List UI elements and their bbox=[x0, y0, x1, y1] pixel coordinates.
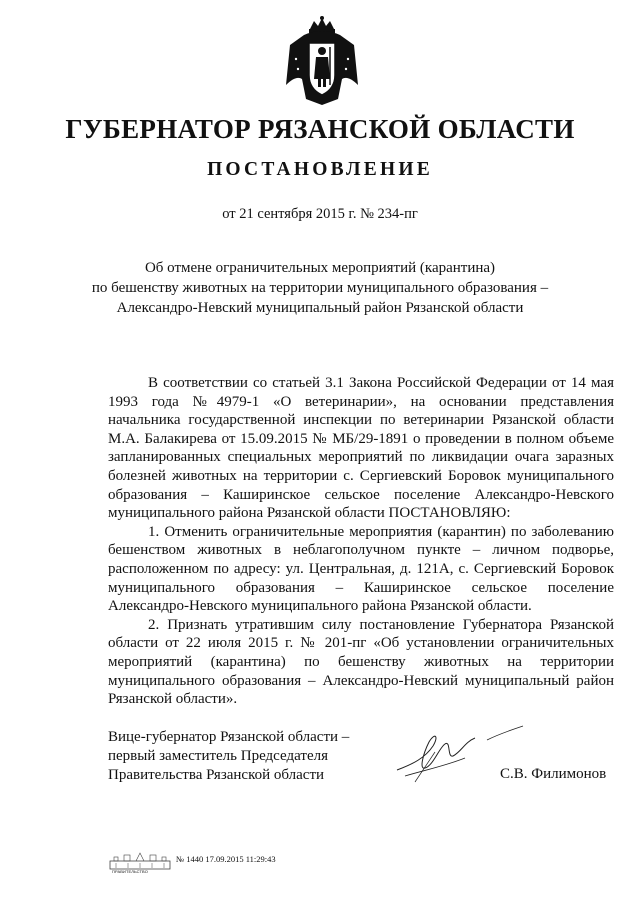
preamble-line: В соответствии со статьей 3.1 Закона Российской Федерации от 14 мая bbox=[148, 375, 614, 391]
document-subject bbox=[0, 258, 640, 318]
item-2-line: Рязанской области». bbox=[108, 691, 238, 708]
document-type: ПОСТАНОВЛЕНИЕ bbox=[207, 159, 433, 180]
signer-position bbox=[108, 728, 349, 785]
item-1-line: Александро-Невского муниципального района Рязанской области. bbox=[108, 598, 532, 615]
preamble-line: 1993 года №4979-1 «О ветеринарии», на основании представления bbox=[108, 393, 614, 410]
preamble-line: начальника государственной инспекции по ветеринарии Рязанской области bbox=[108, 412, 614, 429]
stamp-caption: ПРАВИТЕЛЬСТВО bbox=[112, 869, 148, 874]
subject-line: Александро-Невский муниципальный район Рязанской области bbox=[116, 300, 524, 316]
governor-title: ГУБЕРНАТОР РЯЗАНСКОЙ ОБЛАСТИ bbox=[65, 114, 575, 144]
document-body bbox=[108, 374, 614, 709]
preamble-line: М.А. Балакирева от 15.09.2015 № МБ/29-1891 о проведении в полном объеме bbox=[108, 430, 614, 447]
item-1-line: муниципального образования – Каширинское сельское поселение bbox=[108, 579, 614, 596]
subject-line: Об отмене ограничительных мероприятий (карантина) bbox=[144, 260, 496, 276]
document-date-number: от 21 сентября 2015 г. № 234-пг bbox=[222, 206, 418, 222]
preamble-line: образования – Каширинское сельское поселение Александро-Невского bbox=[108, 486, 614, 503]
signer-position-line: Правительства Рязанской области bbox=[108, 767, 325, 783]
preamble-line: запланированных специальных мероприятий по ликвидации очага заразных bbox=[108, 449, 614, 466]
coat-of-arms-emblem bbox=[282, 15, 362, 107]
item-2-line: 2. Признать утратившим силу постановление Губернатора Рязанской bbox=[148, 616, 614, 633]
registration-info: № 1440 17.09.2015 11:29:43 bbox=[176, 854, 276, 864]
signer-position-line: Вице-губернатор Рязанской области – bbox=[108, 729, 350, 745]
item-2-line: области от 22 июля 2015 г. № 201-пг «Об установлении ограничительных bbox=[108, 635, 614, 652]
subject-line: по бешенству животных на территории муниципального образования – bbox=[91, 280, 549, 296]
preamble-line: муниципального района Рязанской области ПОСТАНОВЛЯЮ: bbox=[108, 505, 511, 522]
item-1-line: расположенном по адресу: ул. Центральная, д. 121А, с. Сергиевский Боровок bbox=[108, 560, 614, 577]
item-1-line: бешенством животных в неблагополучном пункте – личном подворье, bbox=[108, 542, 614, 559]
signer-position-line: первый заместитель Председателя bbox=[108, 748, 328, 764]
signer-name: С.В. Филимонов bbox=[500, 766, 607, 782]
item-2-line: мероприятий (карантина) по бешенству животных на территории bbox=[108, 653, 614, 670]
item-2-line: муниципального образования – Александро-Невский муниципальный район bbox=[108, 672, 614, 689]
item-1-line: 1. Отменить ограничительные мероприятия (карантин) по заболеванию bbox=[148, 523, 614, 540]
preamble-line: болезней животных на территории с. Сергиевский Боровок муниципального bbox=[108, 467, 614, 484]
